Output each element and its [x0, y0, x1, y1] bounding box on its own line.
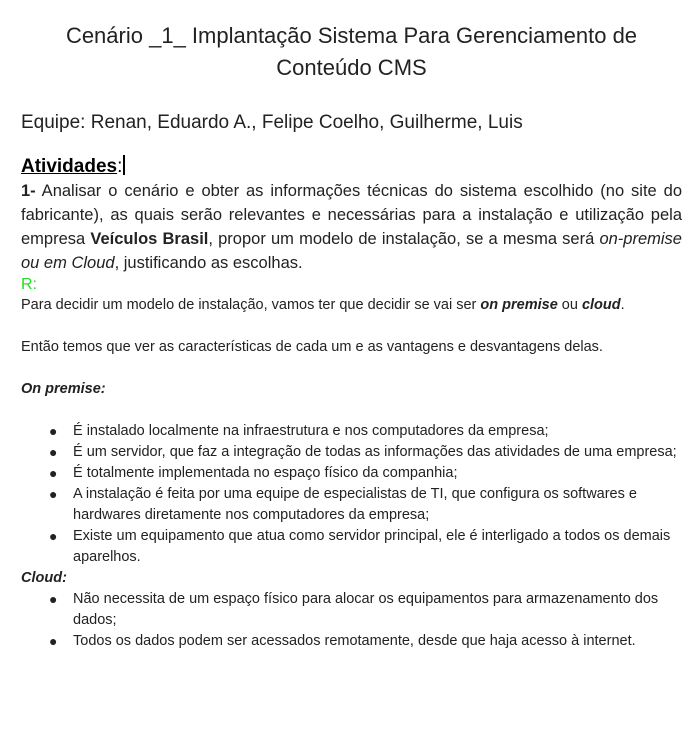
list-item-text: É um servidor, que faz a integração de todas as informações das atividades de uma empresa; [73, 444, 677, 460]
list-item [49, 631, 682, 652]
spacer [21, 316, 682, 337]
question-number: 1- [21, 182, 36, 200]
question-text-part3: , justificando as escolhas. [114, 254, 303, 272]
bullet-icon: ● [49, 423, 58, 439]
bullet-icon: ● [49, 444, 58, 460]
list-item [49, 526, 682, 568]
list-item [49, 484, 682, 526]
list-item-text: Todos os dados podem ser acessados remotamente, desde que haja acesso à internet. [73, 633, 636, 649]
answer-intro [21, 295, 682, 316]
list-item [49, 589, 682, 631]
document-title: Cenário _1_ Implantação Sistema Para Gerenciamento de Conteúdo CMS [65, 23, 638, 80]
cloud-list [21, 589, 682, 652]
activities-heading-colon: : [117, 156, 123, 177]
list-item-text: A instalação é feita por uma equipe de especialistas de TI, que configura os softwares e hardwares diretamente nos computadores da empresa; [73, 486, 637, 523]
answer-intro-connector: ou [557, 297, 582, 313]
bullet-icon: ● [49, 528, 58, 544]
list-item-text: Existe um equipamento que atua como servidor principal, ele é interligado a todos os demais aparelhos. [73, 528, 671, 565]
answer-intro-part1: Para decidir um modelo de instalação, vamos ter que decidir se vai ser [21, 297, 481, 313]
answer-intro-cloud: cloud [581, 297, 621, 313]
answer-intro-on-premise: on premise [480, 297, 558, 313]
question-company: Veículos Brasil [90, 230, 209, 248]
answer-intro-end: . [620, 297, 625, 313]
text-cursor [123, 155, 125, 175]
list-item [49, 421, 682, 442]
list-item-text: É instalado localmente na infraestrutura e nos computadores da empresa; [73, 423, 549, 439]
bullet-icon: ● [49, 591, 58, 607]
cloud-label: Cloud: [21, 570, 67, 586]
spacer [21, 358, 682, 379]
question-options: on-premise ou em Cloud [21, 230, 682, 272]
question-text-part2: , propor um modelo de instalação, se a mesma será [208, 230, 600, 248]
answer-followup: Então temos que ver as características de cada um e as vantagens e desvantagens delas. [21, 339, 603, 355]
activities-heading [21, 155, 682, 179]
spacer [21, 400, 682, 421]
list-item [49, 463, 682, 484]
bullet-icon: ● [49, 486, 58, 502]
on-premise-list [21, 421, 682, 568]
bullet-icon: ● [49, 633, 58, 649]
activities-heading-word: Atividades [21, 156, 118, 177]
bullet-icon: ● [49, 465, 58, 481]
question-text-part1: Analisar o cenário e obter as informações técnicas do sistema escolhido (no site do fabricante), as quais serão relevantes e necessárias para a instalação e utilização pela empresa [21, 182, 682, 248]
team-line: Equipe: Renan, Eduardo A., Felipe Coelho, Guilherme, Luis [21, 112, 523, 133]
question-1 [21, 179, 682, 275]
list-item [49, 442, 682, 463]
answer-label: R: [21, 276, 37, 293]
on-premise-label: On premise: [21, 381, 106, 397]
list-item-text: É totalmente implementada no espaço físico da companhia; [73, 465, 458, 481]
list-item-text: Não necessita de um espaço físico para alocar os equipamentos para armazenamento dos dados; [73, 591, 659, 628]
